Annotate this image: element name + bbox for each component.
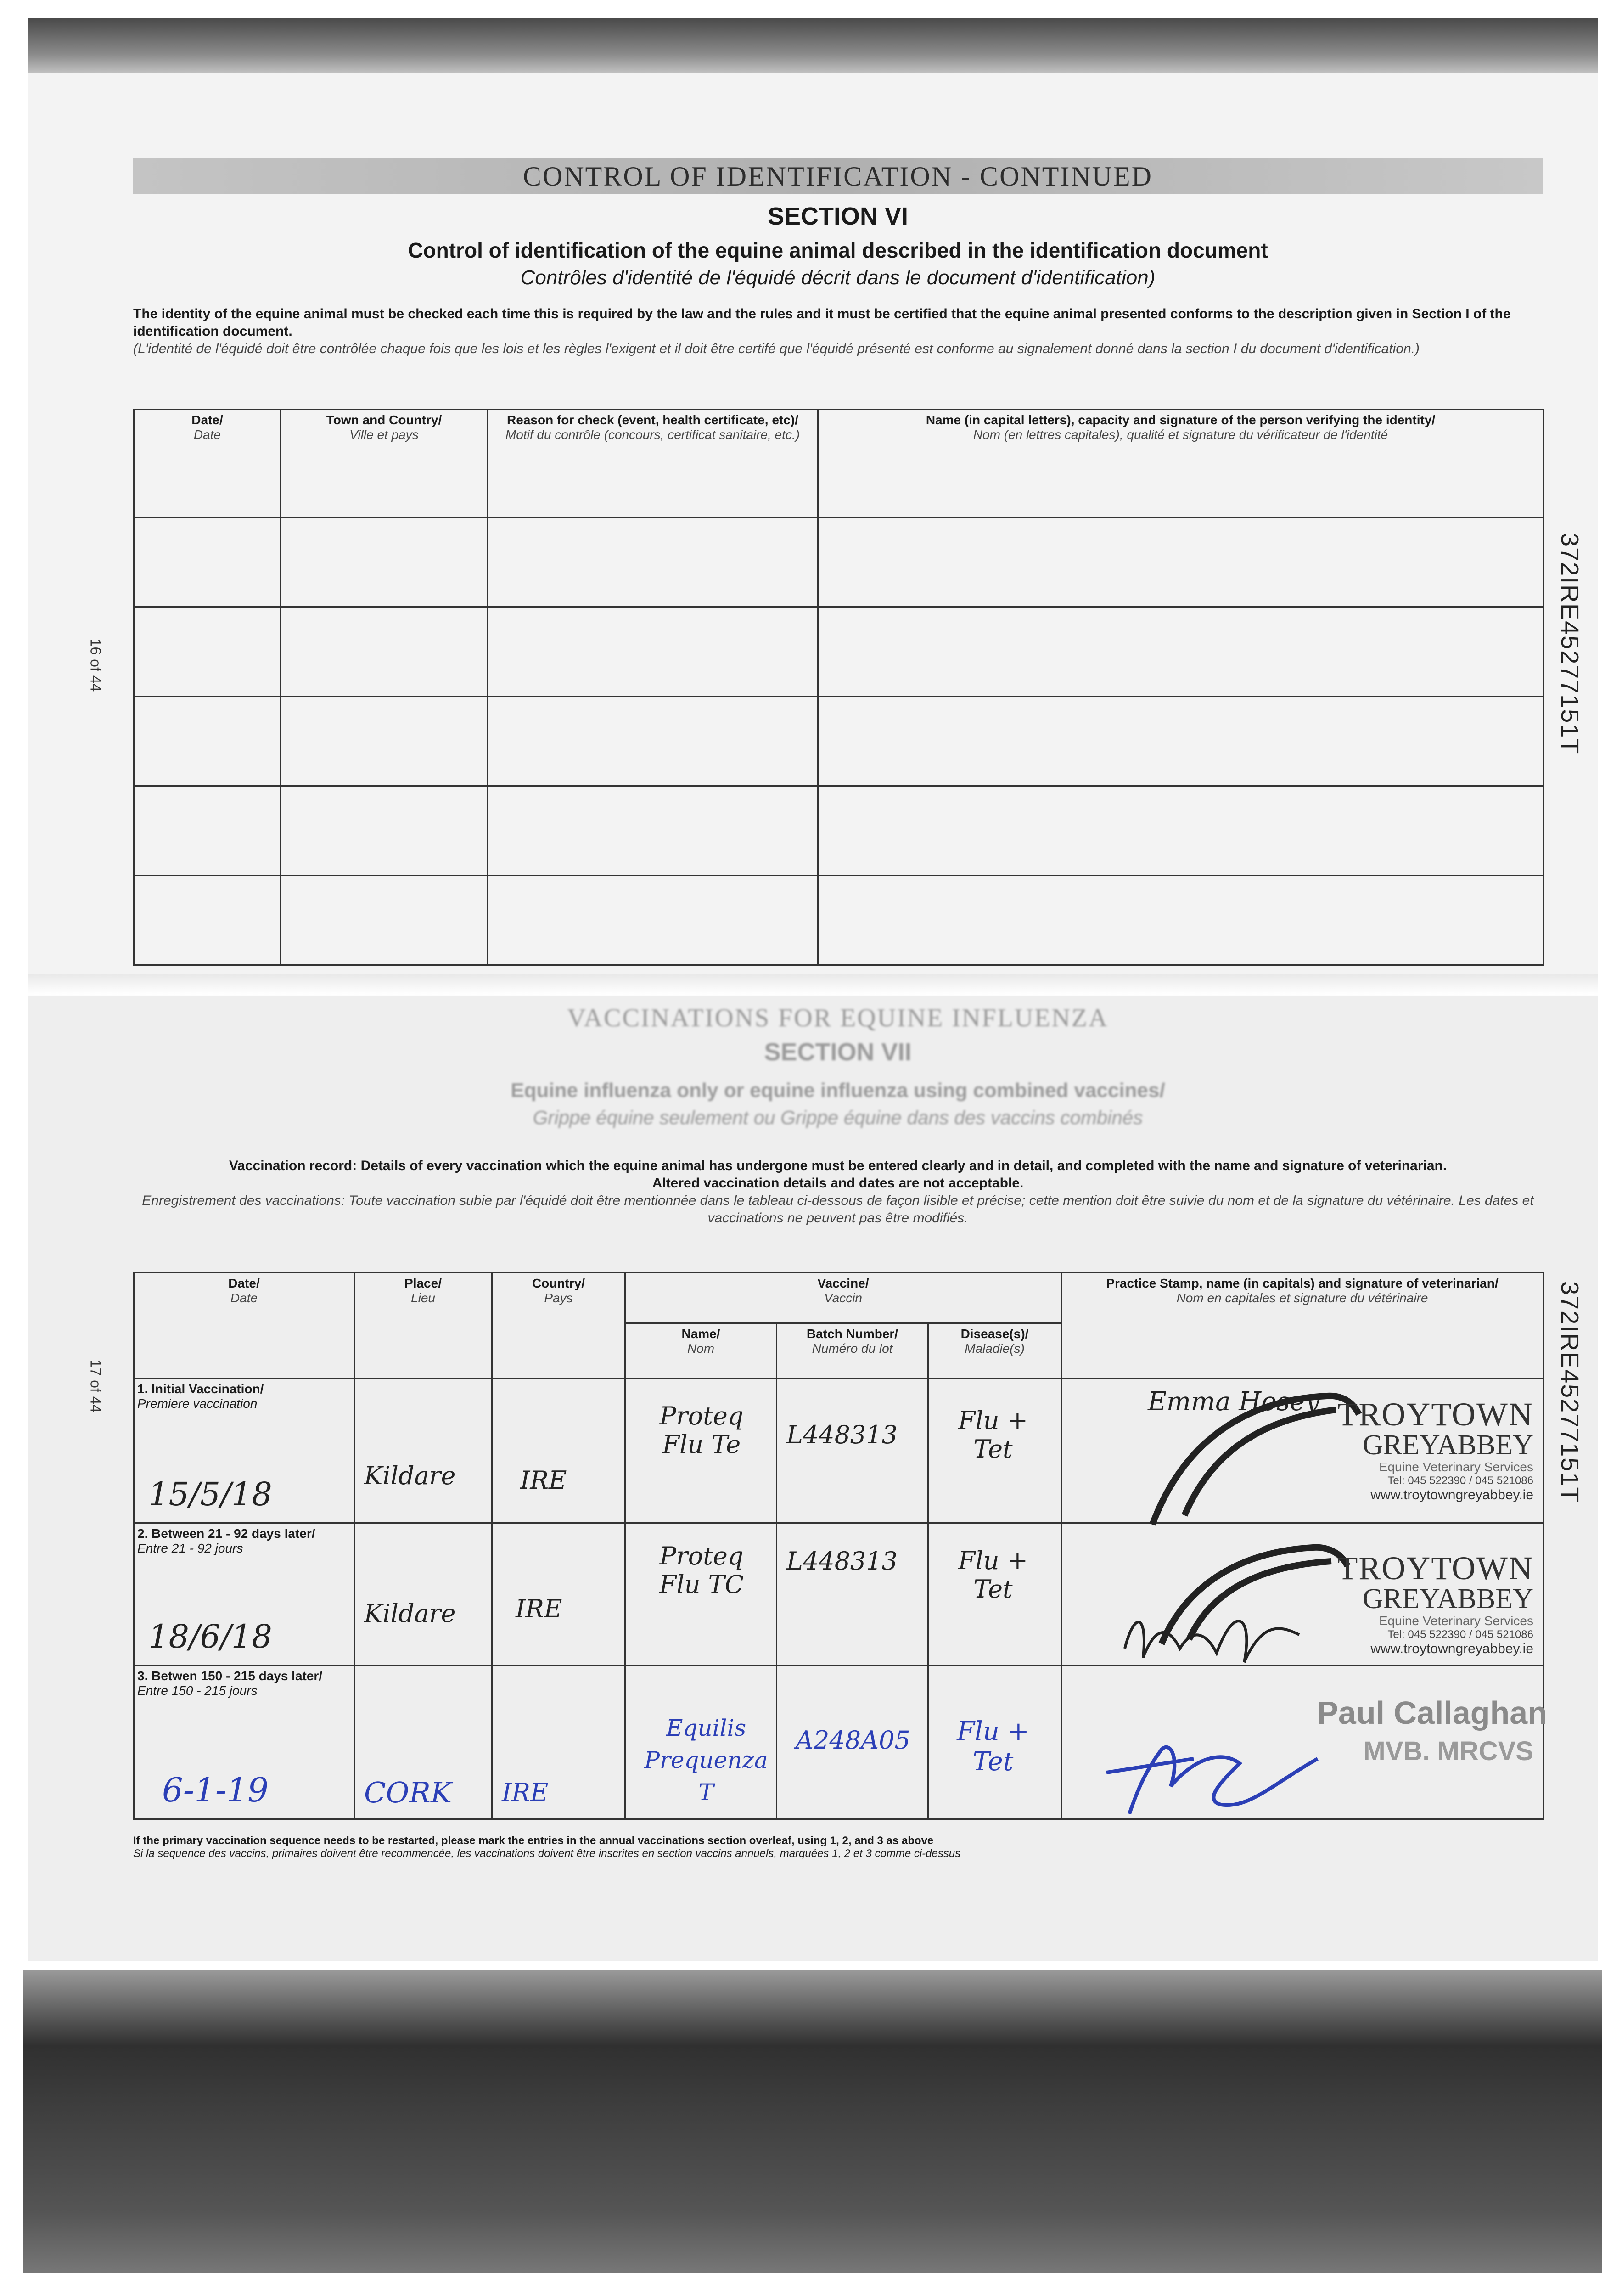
footer-fr: Si la sequence des vaccins, primaires doivent être recommencée, les vaccinations doivent être inscrites en section vaccins annuels, marquées 1, 2 et 3 comme ci-dessus: [133, 1847, 961, 1860]
vaccination-3-disease: Flu + Tet: [957, 1716, 1029, 1777]
practice-stamp-troytown-2: TROYTOWN GREYABBEY Equine Veterinary Services Tel: 045 522390 / 045 521086 www.troytowngreyabbey.ie: [1337, 1550, 1533, 1656]
vaccination-1-disease: Flu + Tet: [958, 1406, 1028, 1463]
col-batch: Batch Number/ Numéro du lot: [777, 1323, 928, 1379]
vaccination-2-country: IRE: [516, 1594, 562, 1623]
vaccination-2-place: Kildare: [364, 1599, 456, 1628]
col-date: Date/ Date: [134, 410, 281, 518]
signature-scribble-icon: [1116, 1593, 1308, 1671]
vaccination-instructions: [133, 1157, 1543, 1227]
vaccination-1-date: 15/5/18: [148, 1475, 272, 1513]
section-title-faint: Equine influenza only or equine influenza using combined vaccines/: [511, 1079, 1165, 1102]
section-title-fr: Contrôles d'identité de l'équidé décrit dans le document d'identification): [520, 266, 1156, 289]
section-title: Control of identification of the equine animal described in the identification document: [408, 238, 1268, 262]
footer-en: If the primary vaccination sequence needs to be restarted, please mark the entries in the annual vaccinations section overleaf, using 1, 2, and 3 as above: [133, 1835, 934, 1847]
banner-title: CONTROL OF IDENTIFICATION - CONTINUED: [523, 161, 1153, 191]
vaccination-1-place: Kildare: [364, 1461, 456, 1490]
vaccination-1-country: IRE: [520, 1466, 567, 1495]
scanner-edge-bottom: [23, 1970, 1602, 2273]
page-number-16: 16 of 44: [87, 638, 104, 692]
table-row: [134, 607, 1543, 697]
vaccination-3-place: CORK: [364, 1776, 452, 1809]
vaccination-2-date: 18/6/18: [148, 1618, 272, 1655]
vet-signature-1: Emma Hosey: [1148, 1387, 1320, 1417]
banner-title-faint: VACCINATIONS FOR EQUINE INFLUENZA: [567, 1004, 1109, 1032]
col-date: Date/ Date: [134, 1273, 354, 1379]
table-row: 3. Betwen 150 - 215 days later/ Entre 150 - 215 jours 6-1-19 CORK IRE Equilis Prequenza T A248A05 Flu + Tet: [134, 1666, 1543, 1819]
page-number-17: 17 of 44: [87, 1359, 104, 1413]
scanner-edge-top: [28, 18, 1598, 78]
col-vaccine: Vaccine/ Vaccin: [625, 1273, 1061, 1323]
footer-note: [133, 1835, 1543, 1860]
col-practice: Practice Stamp, name (in capitals) and signature of veterinarian/ Nom en capitales et signature du vétérinaire: [1061, 1273, 1543, 1379]
vet-name-stamp: Paul Callaghan: [1317, 1695, 1547, 1731]
instruction-fr: (L'identité de l'équidé doit être contrôlée chaque fois que les lois et les règles l'exigent et il doit être certifé que l'équidé présenté est conforme au signalement donné dans la section I du document d'identification.): [133, 341, 1420, 356]
vaccination-2-batch: L448313: [786, 1547, 898, 1576]
table-row: 2. Between 21 - 92 days later/ Entre 21 - 92 jours 18/6/18 Kildare IRE Proteq Flu TC L448313 Flu + Tet: [134, 1523, 1543, 1666]
instruction-note: [133, 305, 1543, 358]
vaccination-1-batch: L448313: [786, 1420, 898, 1449]
col-reason: Reason for check (event, health certificate, etc)/ Motif du contrôle (concours, certificat sanitaire, etc.): [488, 410, 818, 518]
note-en: Details of every vaccination which the equine animal has undergone must be entered clearly and in detail, and completed with the name and signature of veterinarian.: [360, 1158, 1447, 1173]
table-row: [134, 518, 1543, 607]
section-heading-faint: SECTION VII: [764, 1038, 912, 1066]
vaccination-2-vaccine: Proteq Flu TC: [659, 1542, 744, 1599]
table-row: 1. Initial Vaccination/ Premiere vaccination 15/5/18 Kildare IRE Proteq Flu Te L448313 Flu + Tet: [134, 1379, 1543, 1523]
vaccination-3-batch: A248A05: [796, 1726, 910, 1755]
note-label: Vaccination record:: [229, 1158, 357, 1173]
blue-signature-icon: [1102, 1731, 1331, 1823]
col-disease: Disease(s)/ Maladie(s): [928, 1323, 1061, 1379]
col-place: Place/ Lieu: [354, 1273, 492, 1379]
vaccination-3-vaccine: Equilis Prequenza T: [644, 1715, 768, 1806]
vet-qualification-stamp: MVB. MRCVS: [1363, 1736, 1533, 1766]
vaccination-3-date: 6-1-19: [162, 1771, 269, 1809]
section-heading: SECTION VI: [767, 203, 909, 230]
side-id-bottom: 372IRE45277151T: [1556, 1281, 1583, 1503]
vaccination-1-vaccine: Proteq Flu Te: [659, 1401, 744, 1459]
table-row: [134, 786, 1543, 876]
col-town: Town and Country/ Ville et pays: [281, 410, 488, 518]
identity-check-table: [133, 409, 1544, 966]
vaccination-2-disease: Flu + Tet: [958, 1546, 1028, 1604]
instruction-en: The identity of the equine animal must be checked each time this is required by the law and the rules and it must be certified that the equine animal presented conforms to the description given in Section I of the identification document.: [133, 306, 1511, 339]
section-title-fr-faint: Grippe équine seulement ou Grippe équine dans des vaccins combinés: [533, 1107, 1143, 1128]
note-en-bold: Altered vaccination details and dates are not acceptable.: [652, 1176, 1024, 1191]
table-row: [134, 697, 1543, 786]
col-vaccine-name: Name/ Nom: [625, 1323, 777, 1379]
vaccination-3-country: IRE: [502, 1778, 549, 1807]
col-verifier: Name (in capital letters), capacity and signature of the person verifying the identity/ Nom (en lettres capitales), qualité et signature du vérificateur de l'identité: [818, 410, 1543, 518]
table-row: [134, 876, 1543, 965]
side-id-top: 372IRE45277151T: [1556, 533, 1583, 755]
note-fr: Enregistrement des vaccinations: Toute vaccination subie par l'équidé doit être mentionnée dans le tableau ci-dessous de façon lisible et précise; cette mention doit être suivie du nom et de la signature du vétérinaire. Les dates et vaccinations ne peuvent pas être modifiés.: [142, 1193, 1534, 1226]
col-country: Country/ Pays: [492, 1273, 625, 1379]
practice-stamp-troytown-1: TROYTOWN GREYABBEY Equine Veterinary Services Tel: 045 522390 / 045 521086 www.troytowngreyabbey.ie: [1337, 1396, 1533, 1503]
